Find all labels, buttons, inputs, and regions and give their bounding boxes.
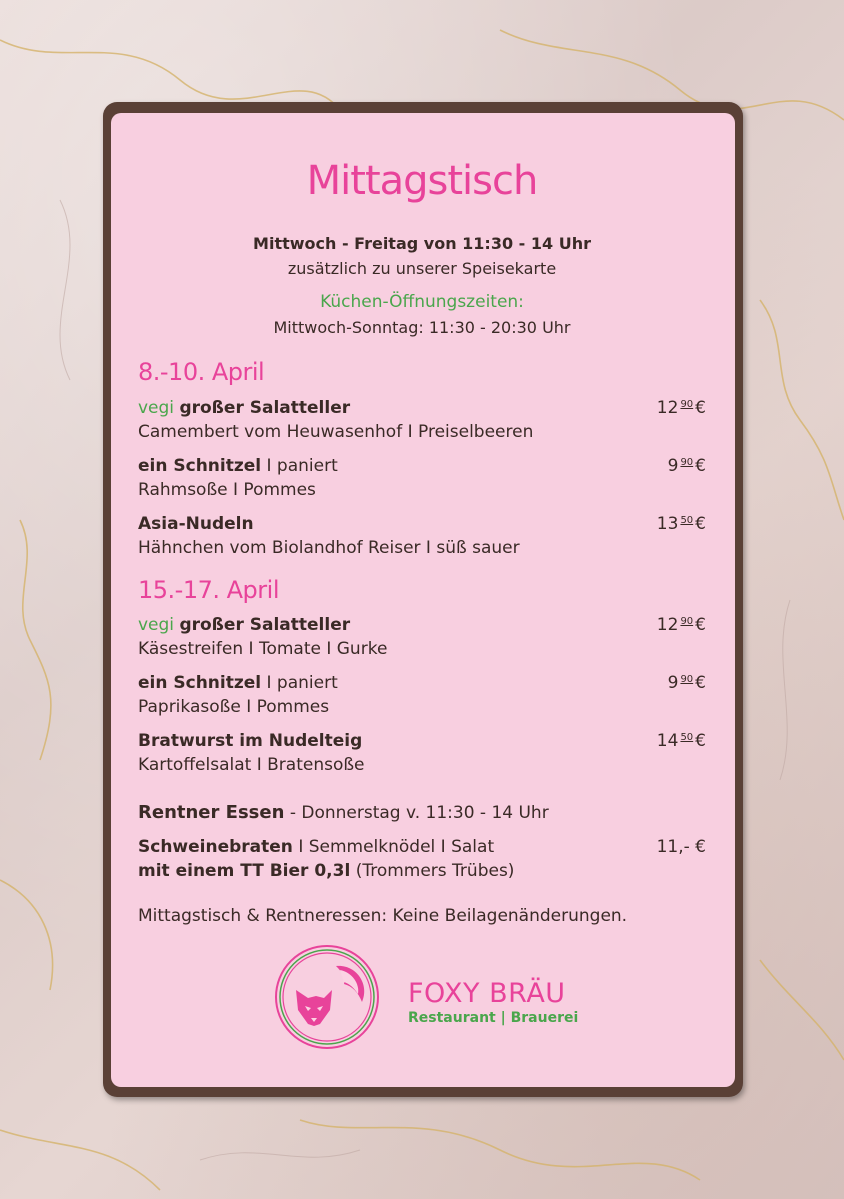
vegi-tag: vegi — [138, 398, 175, 418]
drink-name: mit einem TT Bier 0,3l — [138, 861, 351, 881]
menu-item-title — [138, 731, 362, 751]
kitchen-hours-label: Küchen-Öffnungszeiten: — [320, 292, 524, 312]
vegi-tag: vegi — [138, 615, 175, 635]
menu-item-title — [138, 673, 338, 693]
dish-name: Bratwurst im Nudelteig — [138, 731, 363, 751]
dish-price: 9 $^{90}$ € — [667, 456, 706, 476]
dish-price: 9 $^{90}$ € — [667, 673, 706, 693]
opening-note: zusätzlich zu unserer Speisekarte — [287, 259, 557, 278]
dish-price: 14 $^{50}$ € — [656, 731, 706, 751]
brand-name: FOXY BRÄU — [408, 978, 566, 1009]
dish-description: Rahmsoße I Pommes — [138, 480, 316, 500]
menu-item-title — [138, 398, 350, 418]
dish-description: Käsestreifen I Tomate I Gurke — [138, 639, 388, 659]
menu-item-title — [138, 615, 350, 635]
dish-description: Camembert vom Heuwasenhof I Preiselbeeren — [138, 422, 534, 442]
rentner-price: 11,- € — [656, 837, 706, 857]
rentner-drink — [138, 861, 514, 881]
page-title: Mittagstisch — [306, 158, 538, 204]
dish-name: ein Schnitzel — [138, 456, 262, 476]
dish-price: 12 $^{90}$ € — [656, 398, 706, 418]
dish-description: Paprikasoße I Pommes — [138, 697, 330, 717]
rentner-label: Rentner Essen — [138, 802, 285, 823]
dish-name: Asia-Nudeln — [138, 514, 254, 534]
dish-description: Hähnchen vom Biolandhof Reiser I süß sauer — [138, 538, 520, 558]
dish-description: Kartoffelsalat I Bratensoße — [138, 755, 365, 775]
menu-item-title — [138, 456, 338, 476]
dish-name: Schweinebraten — [138, 837, 293, 857]
dish-name: großer Salatteller — [179, 615, 351, 635]
rentner-dish — [138, 837, 494, 857]
dish-suffix: I Semmelknödel I Salat — [298, 837, 495, 857]
dish-suffix: I paniert — [266, 456, 338, 476]
kitchen-hours: Mittwoch-Sonntag: 11:30 - 20:30 Uhr — [273, 318, 571, 337]
opening-days: Mittwoch - Freitag von 11:30 - 14 Uhr — [253, 234, 591, 253]
fox-logo-icon — [274, 944, 380, 1050]
dish-suffix: I paniert — [266, 673, 338, 693]
brand-subtitle: Restaurant | Brauerei — [408, 1010, 579, 1026]
dish-price: 13 $^{50}$ € — [656, 514, 706, 534]
rentner-time: - Donnerstag v. 11:30 - 14 Uhr — [289, 803, 549, 823]
dish-name: ein Schnitzel — [138, 673, 262, 693]
menu-note: Mittagstisch & Rentneressen: Keine Beilagenänderungen. — [138, 906, 628, 926]
dish-name: großer Salatteller — [179, 398, 351, 418]
rentner-heading — [138, 802, 549, 823]
section-heading: 8.-10. April — [138, 358, 265, 386]
section-heading: 15.-17. April — [138, 576, 279, 604]
drink-detail: (Trommers Trübes) — [355, 861, 515, 881]
menu-item-title — [138, 514, 254, 534]
dish-price: 12 $^{90}$ € — [656, 615, 706, 635]
